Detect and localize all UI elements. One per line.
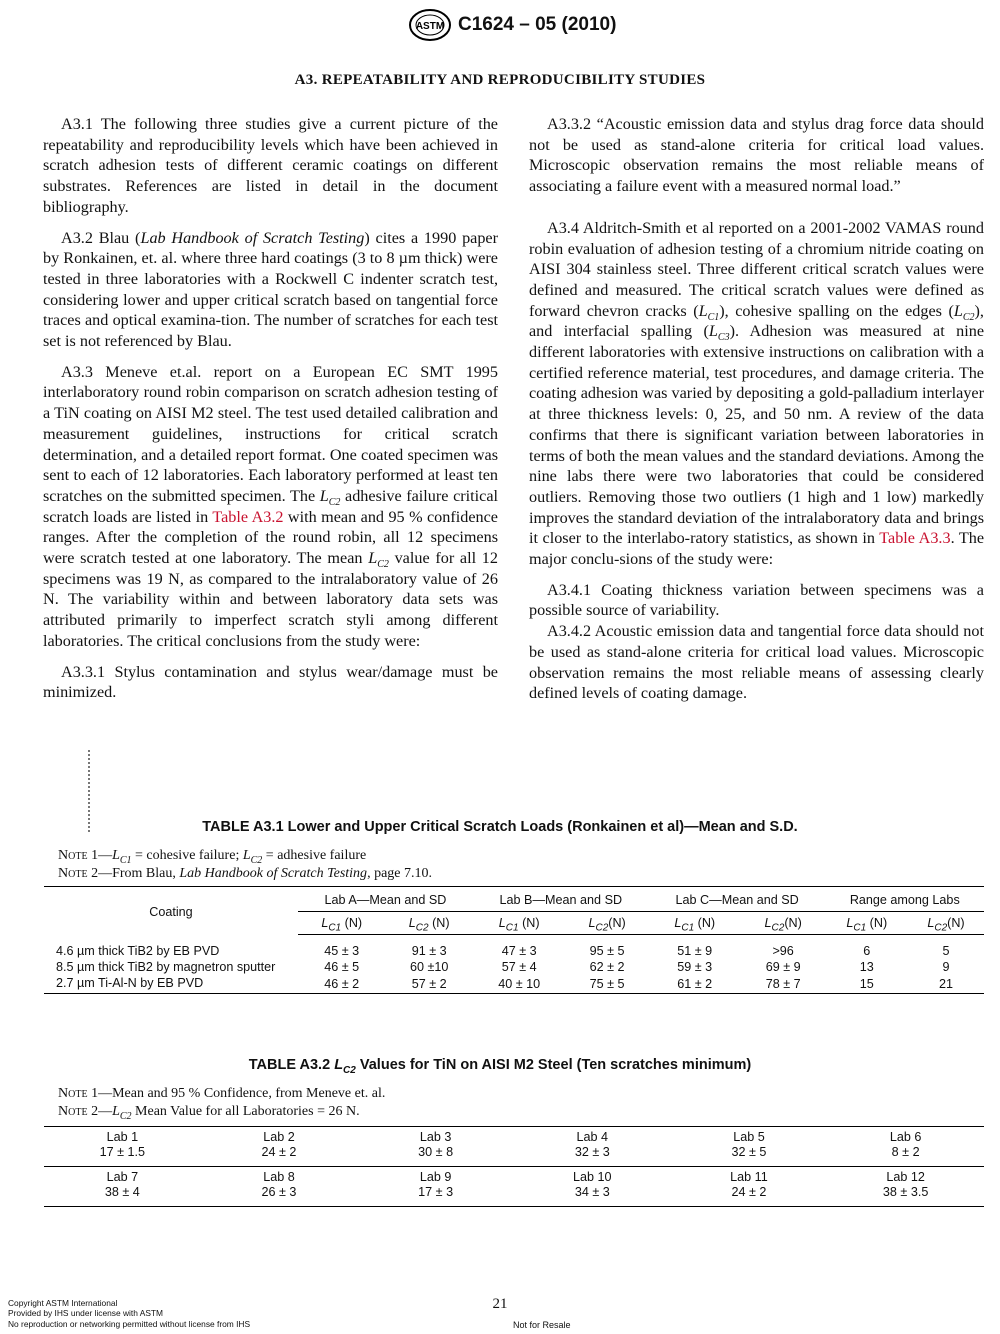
table-row: Lab 1 17 ± 1.5 Lab 2 24 ± 2 Lab 3 30 ± 8 Lab 4 32 ± 3 Lab 5 32 ± 5 Lab 6 8 ± 2 — [44, 1127, 984, 1167]
paragraph-a3-1: A3.1 The following three studies give a current picture of the repeatability and reproducibility levels which have been achieved in scratch adhesion tests of different ceramic coatings on different substrates. References are listed in detail in the document bibliography. — [43, 115, 498, 216]
group-header-lab-c: Lab C—Mean and SD — [649, 887, 826, 912]
table-row — [44, 935, 984, 943]
col-header-lc1: $L_{C1}$ (N) — [826, 912, 908, 935]
coating-header: Coating — [149, 904, 193, 919]
col-header-lc2: $L_{C2}(N)$ — [741, 912, 826, 935]
section-title: A3. REPEATABILITY AND REPRODUCIBILITY STUDIES — [294, 72, 706, 88]
paragraph-a3-3: A3.3 Meneve et.al. report on a European EC SMT 1995 interlaboratory round robin comparison on scratch adhesion testing of a TiN coating on AISI M2 steel. The test used detailed calibration and measurement guidelines, instructions for critical scratch determination, and a detailed report format. One coated specimen was sent to each of 12 laboratories. Each laboratory performed at least ten scratches on the submitted specimen. The $L_{C2}$ adhesive failure critical scratch loads are listed in Table A3.2 with mean and 95 % confidence ranges. After the completion of the round robin, all 12 specimens were scratch tested at one laboratory. The mean $L_{C2}$ value for all 12 specimens was 19 N, as compared to the intralaboratory value of 26 N. The variability within and between laboratory data sets was attributed primarily to imperfect scratch styli among different laboratories. The critical conclusions from the study were: — [43, 362, 498, 650]
col-header-lc1: $L_{C1}$ (N) — [649, 912, 741, 935]
col-header-lc1: $L_{C1}$ (N) — [298, 912, 385, 935]
col-header-lc2: $L_{C2}$ (N) — [385, 912, 472, 935]
paragraph-a3-3-1: A3.3.1 Stylus contamination and stylus wear/damage must be minimized. — [43, 662, 498, 702]
group-header-lab-a: Lab A—Mean and SD — [298, 887, 473, 912]
table-a3-2-note-1: Note 1—Mean and 95 % Confidence, from Meneve et. al. — [58, 1086, 386, 1101]
right-column — [529, 114, 984, 704]
standard-designation: C1624 – 05 (2010) — [458, 14, 617, 35]
table-a3-1-note-1: Note $1—L_{C1}$ = cohesive failure; $L_{C2}$ = adhesive failure — [58, 848, 367, 866]
table-a3-2 — [44, 1126, 984, 1207]
table-a3-2-note-2: Note $2—L_{C2}$ Mean Value for all Laboratories = 26 N. — [58, 1104, 360, 1122]
paragraph-a3-3-2: A3.3.2 “Acoustic emission data and stylus drag force data should not be used as stand-alone criteria for critical load values. Microscopic observation remains the most reliable means of associating a failure event with a measured normal load.” — [529, 115, 984, 196]
svg-text:ASTM: ASTM — [415, 21, 445, 32]
footer-license: Copyright ASTM International Provided by IHS under license with ASTM No reproduction or networking permitted without license from IHS — [8, 1298, 251, 1329]
footer-not-for-resale: Not for Resale — [513, 1320, 571, 1330]
table-row: Lab 7 38 ± 4 Lab 8 26 ± 3 Lab 9 17 ± 3 Lab 10 34 ± 3 Lab 11 24 ± 2 Lab 12 38 ± 3.5 — [104, 1170, 929, 1199]
paragraph-a3-4: A3.4 Aldritch-Smith et al reported on a 2001-2002 VAMAS round robin evaluation of adhesion testing of a chromium nitride coating on AISI 304 stainless steel. Three different critical scratch values were defined and measured. The critical scratch values were defined as forward chevron cracks $(L_{C1})$, cohesive spalling on the edges $(L_{C2})$, and interfacial spalling $(L_{C3})$. Adhesion was measured at nine different laboratories with extensive instructions on calibration with a certified reference material, test procedures, and damage criteria. The coating adhesion was varied by depositing a gold-palladium interlayer at three thickness levels: 0, 25, and 50 nm. A review of the data confirms that there is significant variation between laboratories in terms of both the mean values and the standard deviations. Among the nine labs there were two laboratories that could be considered outliers. Removing those two outliers (1 high and 1 low) markedly improves the standard deviation of the intralaboratory data and brings it closer to the interlabo-ratory statistics, as shown in Table A3.3. The major conclu-sions of the study were: — [529, 218, 985, 569]
page-number: 21 — [492, 1296, 508, 1312]
group-header-range: Range among Labs — [826, 887, 984, 912]
table-row: 4.6 µm thick TiB2 by EB PVD 45 ± 3 91 ± 3 47 ± 3 95 ± 5 51 ± 9 >96 6 5 — [56, 943, 950, 958]
table-a3-1 — [44, 886, 984, 994]
table-row: 8.5 µm thick TiB2 by magnetron sputter 46 ± 5 60 ±10 57 ± 4 62 ± 2 59 ± 3 69 ± 9 13 9 — [56, 959, 950, 974]
table-a3-3-link[interactable]: Table A3.3 — [879, 529, 951, 548]
astm-logo-icon — [408, 8, 452, 42]
left-column — [43, 114, 498, 703]
paragraph-a3-2: A3.2 Blau (Lab Handbook of Scratch Testing) cites a 1990 paper by Ronkainen, et. al. where three hard coatings (3 to 8 µm thick) were tested in three laboratories with a Rockwell C indenter scratch test, considering lower and upper critical scratch based on tangential force traces and optical examina-tion. The number of scratches for each test set is not referenced by Blau. — [43, 228, 499, 351]
paragraph-a3-4-2: A3.4.2 Acoustic emission data and tangential force data should not be used as stand-alone criteria for critical load values. Microscopic observation remains the most reliable means of assessing clearly defined levels of coating damage. — [529, 622, 984, 703]
group-header-lab-b: Lab B—Mean and SD — [473, 887, 649, 912]
table-row: 2.7 µm Ti-Al-N by EB PVD 46 ± 2 57 ± 2 40 ± 10 75 ± 5 61 ± 2 78 ± 7 15 21 — [56, 975, 953, 991]
table-a3-1-title: TABLE A3.1 Lower and Upper Critical Scratch Loads (Ronkainen et al)—Mean and S.D. — [202, 819, 798, 835]
page-header — [0, 6, 1000, 42]
col-header-lc1: $L_{C1}$ (N) — [473, 912, 566, 935]
table-a3-2-title: TABLE A3.2 $L_{C2}$ Values for TiN on AISI M2 Steel (Ten scratches minimum) — [248, 1057, 752, 1076]
paragraph-a3-4-1: A3.4.1 Coating thickness variation between specimens was a possible source of variability. — [529, 580, 984, 620]
col-header-lc2: $L_{C2}(N)$ — [565, 912, 648, 935]
table-a3-2-link[interactable]: Table A3.2 — [212, 507, 284, 526]
table-a3-1-note-2: Note 2—From Blau, Lab Handbook of Scratch Testing, page 7.10. — [58, 866, 432, 881]
col-header-lc2: $L_{C2}(N)$ — [908, 912, 984, 935]
